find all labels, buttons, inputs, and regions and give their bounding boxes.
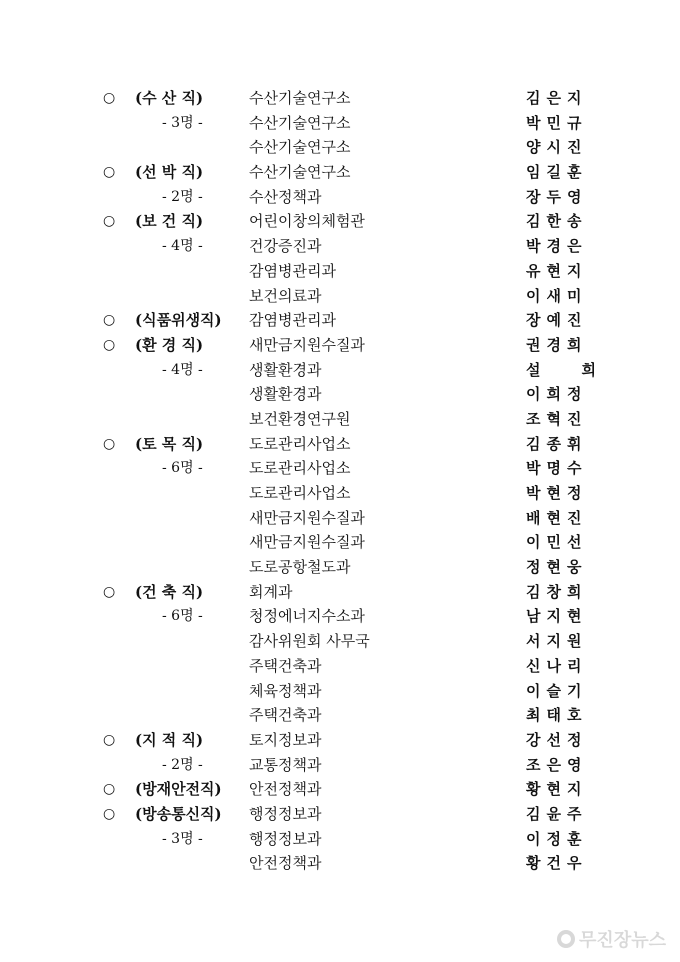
department: 회계과 bbox=[249, 582, 293, 601]
person-name: 장예진 bbox=[526, 311, 588, 330]
job-category: (건 축 직) bbox=[135, 582, 204, 601]
person-name: 임길훈 bbox=[526, 163, 588, 182]
department: 새만금지원수질과 bbox=[249, 335, 365, 354]
bullet-mark: ○ bbox=[103, 336, 116, 353]
department: 수산기술연구소 bbox=[249, 89, 351, 107]
person-name: 설 희 bbox=[526, 360, 596, 379]
list-row bbox=[0, 728, 680, 753]
department: 행정정보과 bbox=[249, 829, 322, 848]
list-row bbox=[0, 654, 680, 679]
department: 어린이창의체험관 bbox=[249, 212, 365, 231]
bullet-mark: ○ bbox=[103, 435, 116, 452]
list-row bbox=[0, 185, 680, 210]
list-row bbox=[0, 506, 680, 531]
list-row bbox=[0, 555, 680, 580]
person-name: 조은영 bbox=[526, 755, 588, 774]
job-category: (토 목 직) bbox=[135, 434, 204, 453]
person-name: 조혁진 bbox=[526, 409, 588, 428]
department: 새만금지원수질과 bbox=[249, 533, 365, 552]
headcount: - 4명 - bbox=[162, 238, 203, 255]
list-row bbox=[0, 209, 680, 234]
list-row bbox=[0, 481, 680, 506]
person-name: 최태호 bbox=[526, 706, 588, 725]
department: 체육정책과 bbox=[249, 681, 322, 700]
list-row bbox=[0, 802, 680, 827]
person-name: 이민선 bbox=[526, 533, 588, 552]
person-name: 김종휘 bbox=[526, 434, 588, 453]
person-name: 권경희 bbox=[526, 335, 588, 354]
list-row bbox=[0, 827, 680, 852]
list-row bbox=[0, 456, 680, 481]
list-row bbox=[0, 432, 680, 457]
person-name: 이희정 bbox=[526, 385, 588, 404]
list-row bbox=[0, 234, 680, 259]
department: 도로관리사업소 bbox=[249, 434, 351, 453]
department: 수산기술연구소 bbox=[249, 113, 351, 132]
person-name: 정현웅 bbox=[526, 558, 588, 577]
department: 수산기술연구소 bbox=[249, 163, 351, 182]
job-category: (보 건 직) bbox=[135, 212, 204, 231]
person-name: 양시진 bbox=[526, 138, 588, 157]
person-name: 황현지 bbox=[526, 780, 588, 799]
job-category: (지 적 직) bbox=[135, 730, 204, 749]
list-row bbox=[0, 530, 680, 555]
person-name: 박민규 bbox=[526, 113, 588, 132]
watermark bbox=[557, 926, 666, 952]
person-name: 유현지 bbox=[526, 261, 588, 280]
department: 도로공항철도과 bbox=[249, 558, 351, 577]
person-name: 이슬기 bbox=[526, 681, 588, 700]
department: 도로관리사업소 bbox=[249, 484, 351, 502]
bullet-mark: ○ bbox=[103, 164, 116, 181]
list-row bbox=[0, 160, 680, 185]
headcount: - 3명 - bbox=[162, 114, 203, 131]
list-row bbox=[0, 86, 680, 111]
person-name: 강선정 bbox=[526, 730, 588, 749]
list-row bbox=[0, 703, 680, 728]
department: 토지정보과 bbox=[249, 730, 322, 749]
person-name: 이정훈 bbox=[526, 829, 588, 848]
department: 청정에너지수소과 bbox=[249, 607, 365, 626]
person-name: 배현진 bbox=[526, 508, 588, 527]
list-row bbox=[0, 629, 680, 654]
headcount: - 3명 - bbox=[162, 830, 203, 847]
person-name: 박경은 bbox=[526, 237, 588, 256]
department: 생활환경과 bbox=[249, 360, 322, 379]
headcount: - 6명 - bbox=[162, 460, 203, 477]
job-category: (방송통신직) bbox=[135, 804, 222, 823]
list-row bbox=[0, 777, 680, 802]
list-row bbox=[0, 284, 680, 309]
person-name: 이새미 bbox=[526, 286, 588, 305]
person-name: 김한송 bbox=[526, 212, 588, 231]
job-category: (수 산 직) bbox=[135, 89, 204, 107]
department: 보건환경연구원 bbox=[249, 409, 351, 428]
department: 주택건축과 bbox=[249, 656, 322, 675]
list-row bbox=[0, 851, 680, 876]
department: 행정정보과 bbox=[249, 804, 322, 823]
department: 감염병관리과 bbox=[249, 261, 336, 280]
person-name: 박명수 bbox=[526, 459, 588, 478]
list-row bbox=[0, 382, 680, 407]
list-row bbox=[0, 111, 680, 136]
job-category: (식품위생직) bbox=[135, 311, 222, 330]
department: 수산정책과 bbox=[249, 187, 322, 206]
headcount: - 6명 - bbox=[162, 608, 203, 625]
bullet-mark: ○ bbox=[103, 312, 116, 329]
list-row bbox=[0, 580, 680, 605]
department: 안전정책과 bbox=[249, 854, 322, 873]
bullet-mark: ○ bbox=[103, 805, 116, 822]
person-name: 장두영 bbox=[526, 187, 588, 206]
person-name: 남지현 bbox=[526, 607, 588, 626]
department: 새만금지원수질과 bbox=[249, 508, 365, 527]
department: 수산기술연구소 bbox=[249, 138, 351, 157]
person-name: 김윤주 bbox=[526, 804, 588, 823]
list-row bbox=[0, 358, 680, 383]
person-name: 서지원 bbox=[526, 632, 588, 651]
headcount: - 4명 - bbox=[162, 361, 203, 378]
department: 건강증진과 bbox=[249, 237, 322, 256]
department: 감사위원회 사무국 bbox=[249, 632, 370, 651]
person-name: 김창희 bbox=[526, 582, 588, 601]
headcount: - 2명 - bbox=[162, 756, 203, 773]
list-row bbox=[0, 753, 680, 778]
bullet-mark: ○ bbox=[103, 90, 116, 106]
department: 안전정책과 bbox=[249, 780, 322, 799]
department: 보건의료과 bbox=[249, 286, 322, 305]
job-category: (선 박 직) bbox=[135, 163, 204, 182]
department: 감염병관리과 bbox=[249, 311, 336, 330]
headcount: - 2명 - bbox=[162, 188, 203, 205]
department: 주택건축과 bbox=[249, 706, 322, 725]
mountain-logo-icon bbox=[557, 930, 575, 948]
person-name: 황건우 bbox=[526, 854, 588, 873]
person-name: 김은지 bbox=[526, 89, 588, 107]
list-row bbox=[0, 604, 680, 629]
list-row bbox=[0, 407, 680, 432]
department: 교통정책과 bbox=[249, 755, 322, 774]
department: 도로관리사업소 bbox=[249, 459, 351, 478]
person-name: 박현정 bbox=[526, 484, 588, 502]
job-category: (환 경 직) bbox=[135, 335, 204, 354]
bullet-mark: ○ bbox=[103, 781, 116, 798]
bullet-mark: ○ bbox=[103, 213, 116, 230]
bullet-mark: ○ bbox=[103, 731, 116, 748]
person-name: 신나리 bbox=[526, 656, 588, 675]
watermark-text: 무진장뉴스 bbox=[579, 930, 666, 951]
list-row bbox=[0, 259, 680, 284]
list-row bbox=[0, 308, 680, 333]
bullet-mark: ○ bbox=[103, 583, 116, 600]
appointment-list bbox=[0, 86, 680, 876]
list-row bbox=[0, 333, 680, 358]
department: 생활환경과 bbox=[249, 385, 322, 404]
list-row bbox=[0, 679, 680, 704]
job-category: (방재안전직) bbox=[135, 780, 222, 799]
list-row bbox=[0, 135, 680, 160]
